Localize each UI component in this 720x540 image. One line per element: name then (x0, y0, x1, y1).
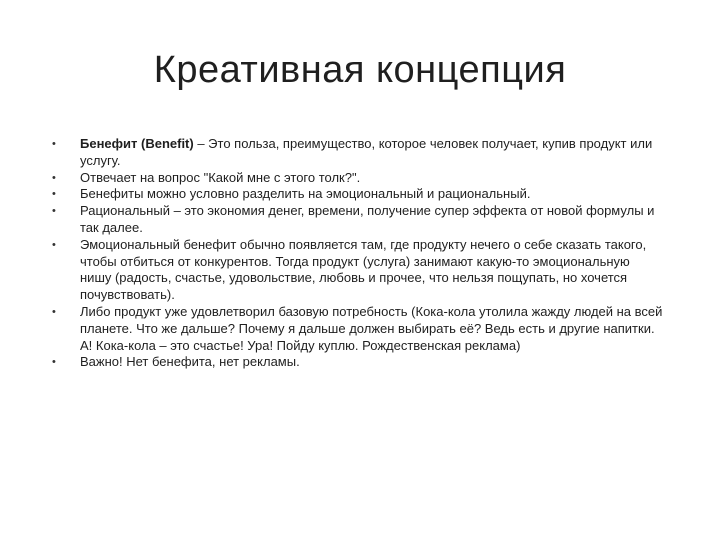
bullet-dot-icon: • (52, 238, 56, 251)
bullet-dot-icon: • (52, 205, 56, 218)
bullet-item-important (52, 354, 664, 371)
bullet-text: Эмоциональный бенефит обычно появляется там, где продукту нечего о себе сказать такого, чтобы отбиться от конкурентов. Тогда продукт (услуга) занимают какую-то эмоциональную нишу (радость, счастье, удовольствие, любовь и прочее, что нельзя пощупать, но хочется почувствовать). (80, 236, 647, 303)
bullet-item-example (52, 304, 664, 354)
bullet-text: Либо продукт уже удовлетворил базовую потребность (Кока-кола утолила жажду людей на всей планете. Что же дальше? Почему я дальше должен выбирать её? Ведь есть и другие напитки. А! Кока-кола – это счастье! Ура! Пойду куплю. Рождественская реклама) (80, 303, 663, 353)
bullet-dot-icon: • (52, 171, 56, 184)
bullet-item-types (52, 186, 664, 203)
bullet-text: Важно! Нет бенефита, нет рекламы. (80, 354, 300, 370)
bullet-dot-icon: • (52, 356, 56, 369)
bullet-text: – Это польза, преимущество, которое человек получает, купив продукт или услугу. (80, 136, 653, 168)
bullet-text: Бенефиты можно условно разделить на эмоциональный и рациональный. (80, 186, 531, 202)
bullet-dot-icon: • (52, 305, 56, 318)
bullet-term: Бенефит (Benefit) (80, 136, 194, 151)
bullet-item-benefit (52, 136, 664, 170)
bullet-item-question (52, 170, 664, 187)
bullet-list (52, 136, 664, 371)
bullet-text: Отвечает на вопрос "Какой мне с этого толк?". (80, 169, 361, 185)
bullet-text: Рациональный – это экономия денег, времени, получение супер эффекта от новой формулы и так далее. (80, 203, 655, 235)
bullet-item-rational (52, 203, 664, 237)
bullet-item-emotional (52, 237, 664, 304)
slide-title: Креативная концепция (153, 49, 567, 91)
bullet-dot-icon: • (52, 188, 56, 201)
bullet-dot-icon: • (52, 138, 56, 150)
